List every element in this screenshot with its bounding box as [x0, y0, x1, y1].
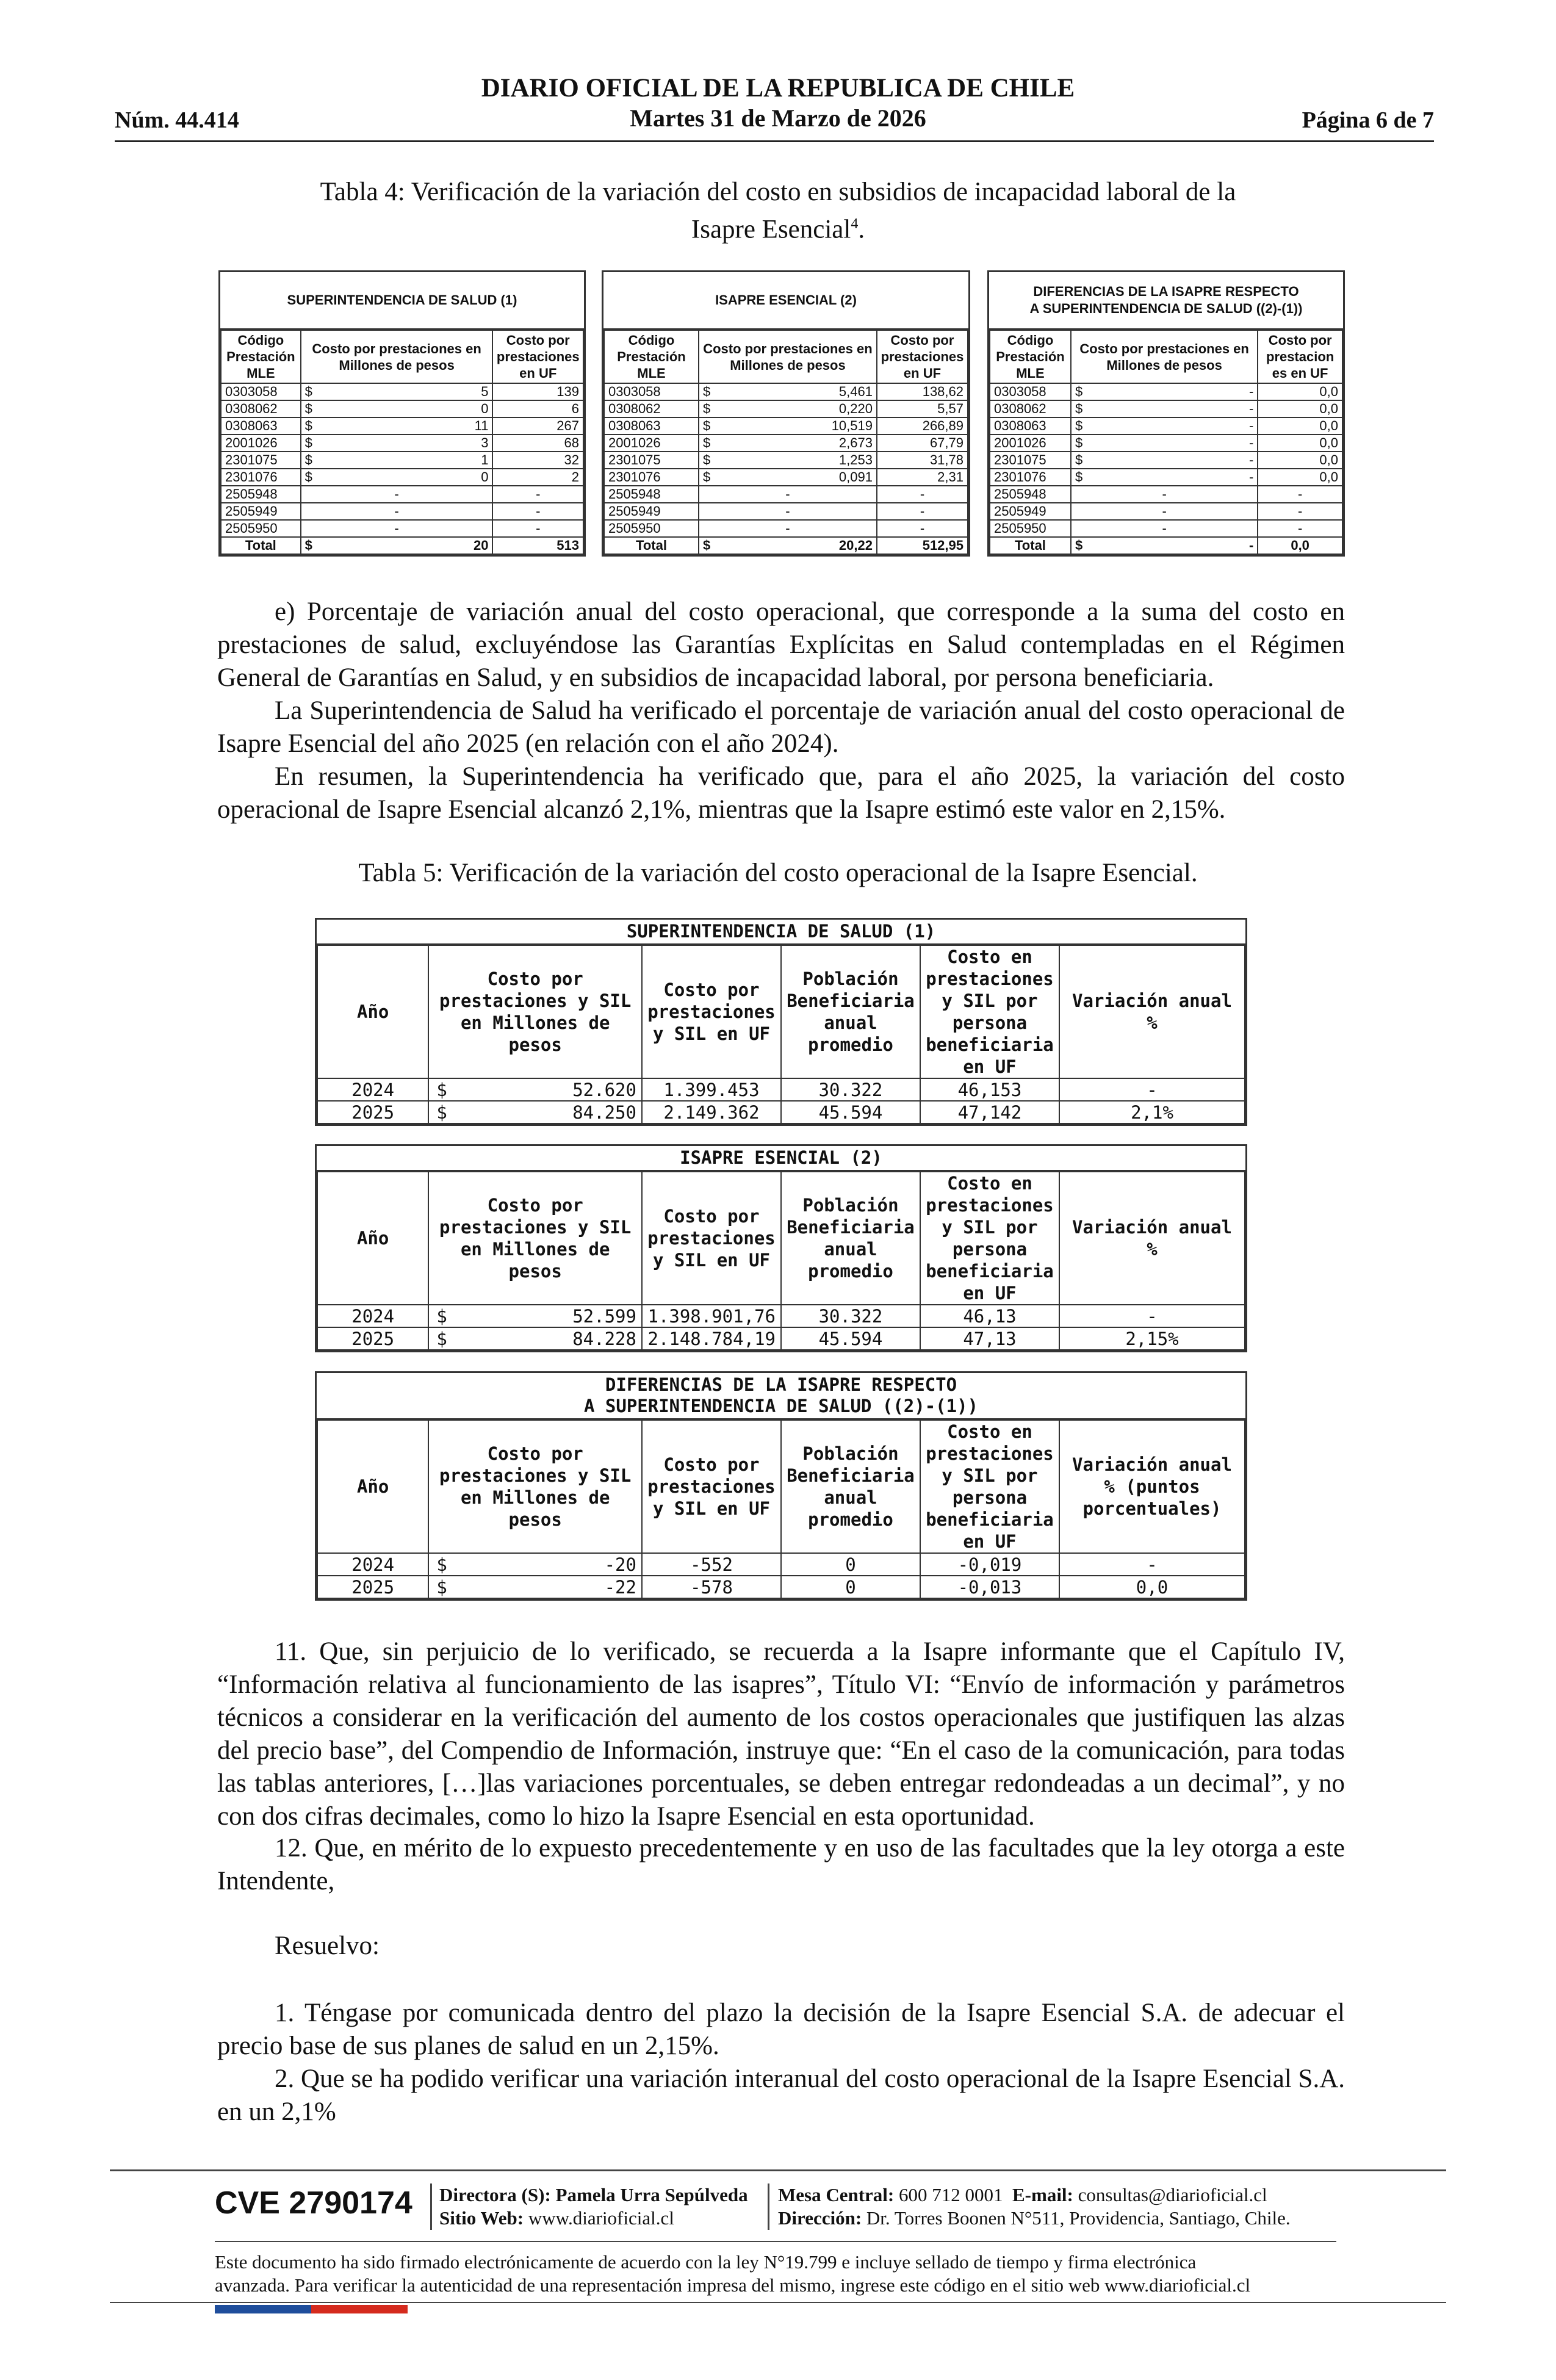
cell-value: 1 [481, 452, 489, 467]
millones-cell: - [301, 503, 493, 520]
millones-cell [699, 435, 877, 452]
code-cell: 0303058 [604, 383, 699, 400]
col-header-costo-persona: Costo en prestaciones y SIL por persona beneficiaria en UF [920, 1172, 1059, 1305]
millones-cell: - [1071, 486, 1258, 503]
cell-value: - [1248, 538, 1254, 553]
footer-editorial: Directora (S): Pamela Urra Sepúlveda Sitio Web: www.diarioficial.cl [430, 2183, 748, 2230]
year-cell: 2025 [317, 1101, 428, 1123]
cell-value: 11 [474, 418, 489, 433]
code-cell: 2301075 [221, 452, 301, 469]
currency-symbol: $ [1075, 401, 1083, 416]
cell-value: 1,253 [838, 452, 873, 467]
variacion-cell: - [1059, 1553, 1245, 1576]
costo-millones-cell [428, 1553, 642, 1576]
costo-millones-cell [428, 1078, 642, 1101]
table-row [990, 417, 1342, 435]
table5-diferencias [315, 1371, 1247, 1601]
table-row [221, 520, 583, 537]
code-cell: 2301076 [221, 469, 301, 486]
table-row [990, 435, 1342, 452]
currency-symbol: $ [1075, 452, 1083, 467]
millones-cell: - [1071, 520, 1258, 537]
table5-caption: Tabla 5: Verificación de la variación del costo operacional de la Isapre Esencial. [358, 859, 1198, 887]
table-row [604, 469, 968, 486]
millones-cell [301, 469, 493, 486]
col-header-uf: Costo por prestaciones en UF [877, 330, 968, 383]
code-cell: 2301076 [604, 469, 699, 486]
variacion-cell: 2,1% [1059, 1101, 1245, 1123]
col-header-year: Año [317, 1420, 428, 1553]
table-row [221, 417, 583, 435]
cell-value: 5,461 [838, 384, 873, 399]
cell-value: 84.228 [572, 1328, 636, 1349]
code-cell: 2001026 [221, 435, 301, 452]
currency-symbol: $ [436, 1576, 447, 1598]
cell-value: 52.620 [572, 1079, 636, 1100]
table-row [604, 486, 968, 503]
footer-divider [110, 2169, 1446, 2171]
resuelvo-heading: Resuelvo: [275, 1931, 380, 1960]
col-header-millones: Costo por prestaciones en Millones de pesos [699, 330, 877, 383]
cell-value: - [1248, 452, 1254, 467]
year-cell: 2024 [317, 1078, 428, 1101]
uf-cell: - [1258, 486, 1342, 503]
cell-value: 0,091 [838, 469, 873, 485]
table4-sis-title: SUPERINTENDENCIA DE SALUD (1) [220, 272, 584, 330]
table-row [604, 452, 968, 469]
table4-diff-title: DIFERENCIAS DE LA ISAPRE RESPECTO A SUPERINTENDENCIA DE SALUD ((2)-(1)) [989, 272, 1343, 330]
uf-cell: - [877, 503, 968, 520]
total-row [604, 537, 968, 554]
email-link[interactable]: consultas@diarioficial.cl [1078, 2184, 1267, 2205]
col-header-codigo: Código Prestación MLE [221, 330, 301, 383]
uf-cell: 31,78 [877, 452, 968, 469]
uf-cell: - [877, 486, 968, 503]
currency-symbol: $ [436, 1102, 447, 1123]
col-header-costo-persona: Costo en prestaciones y SIL por persona beneficiaria en UF [920, 1420, 1059, 1553]
currency-symbol: $ [702, 435, 711, 450]
code-cell: 2505950 [604, 520, 699, 537]
costo-uf-cell: -578 [642, 1576, 781, 1598]
uf-cell: 2 [492, 469, 583, 486]
table-row [990, 486, 1342, 503]
footer-contact: Mesa Central: 600 712 0001 E-mail: consultas@diarioficial.cl Dirección: Dr. Torres Boonen N°511, Providencia, Santiago, Chile. [768, 2183, 1291, 2230]
table-row [990, 400, 1342, 417]
signature-notice: Este documento ha sido firmado electrónicamente de acuerdo con la ley N°19.799 e incluye sellado de tiempo y firma electrónica avanzada. Para verificar la autenticidad de una representación impresa del mismo, ingrese este código en el sitio web www.diarioficial.cl [215, 2251, 1251, 2296]
table-row [221, 400, 583, 417]
poblacion-cell: 0 [781, 1553, 920, 1576]
paragraph-11: 11. Que, sin perjuicio de lo verificado, se recuerda a la Isapre informante que el Capítulo IV, “Información relativa al funcionamiento de las isapres”, Título VI: “Envío de información y parámetros técnicos a considerar en la verificación del aumento de los costos operacionales que justifiquen las alzas del precio base”, del Compendio de Información, instruye que: “En el caso de la comunicación, para todas las tablas anteriores, […]las variaciones porcentuales, se deben entregar redondeadas a un decimal”, y no con dos cifras decimales, como lo hizo la Isapre Esencial en esta oportunidad. [217, 1637, 1345, 1831]
code-cell: 0308063 [221, 417, 301, 435]
year-cell: 2024 [317, 1305, 428, 1327]
cell-value: - [1248, 418, 1254, 433]
cell-value: - [1248, 401, 1254, 416]
cell-value: -22 [604, 1576, 636, 1598]
millones-cell [1071, 469, 1258, 486]
currency-symbol: $ [304, 401, 312, 416]
cell-value: - [1248, 435, 1254, 450]
total-row [221, 537, 583, 554]
table-row [604, 435, 968, 452]
cell-value: 5 [481, 384, 489, 399]
code-cell: 2505950 [990, 520, 1071, 537]
issue-date: Martes 31 de Marzo de 2026 [630, 104, 926, 132]
uf-cell: - [492, 486, 583, 503]
currency-symbol: $ [436, 1554, 447, 1575]
code-cell: 2001026 [604, 435, 699, 452]
table-row [221, 469, 583, 486]
uf-cell: 267 [492, 417, 583, 435]
newspaper-title: DIARIO OFICIAL DE LA REPUBLICA DE CHILE [481, 74, 1075, 103]
uf-cell: 6 [492, 400, 583, 417]
millones-cell [301, 452, 493, 469]
currency-symbol: $ [304, 538, 312, 553]
col-header-millones: Costo por prestaciones en Millones de pesos [301, 330, 493, 383]
costo-persona-cell: 46,13 [920, 1305, 1059, 1327]
code-cell: 0308063 [604, 417, 699, 435]
variacion-cell: - [1059, 1305, 1245, 1327]
uf-cell: - [1258, 503, 1342, 520]
cell-value: - [1248, 469, 1254, 485]
col-header-poblacion: Población Beneficiaria anual promedio [781, 1172, 920, 1305]
millones-cell: - [301, 486, 493, 503]
table-row [990, 520, 1342, 537]
currency-symbol: $ [436, 1079, 447, 1100]
cell-value: 20 [474, 538, 489, 553]
col-header-costo-millones: Costo por prestaciones y SIL en Millones de pesos [428, 1420, 642, 1553]
millones-cell [1071, 383, 1258, 400]
table-row [604, 383, 968, 400]
currency-symbol: $ [702, 538, 711, 553]
col-header-poblacion: Población Beneficiaria anual promedio [781, 1420, 920, 1553]
costo-persona-cell: -0,013 [920, 1576, 1059, 1598]
uf-cell: 67,79 [877, 435, 968, 452]
total-row [990, 537, 1342, 554]
flag-red-segment [311, 2305, 408, 2313]
footer-inner-divider [215, 2241, 1336, 2242]
total-millones-cell [1071, 537, 1258, 554]
currency-symbol: $ [702, 418, 711, 433]
col-header-variacion-pp: Variación anual % (puntos porcentuales) [1059, 1420, 1245, 1553]
flag-blue-segment [215, 2305, 311, 2313]
millones-cell [699, 400, 877, 417]
col-header-uf: Costo por prestaciones en UF [492, 330, 583, 383]
currency-symbol: $ [1075, 469, 1083, 485]
millones-cell [301, 400, 493, 417]
flag-stripe [215, 2305, 408, 2313]
uf-cell: 0,0 [1258, 469, 1342, 486]
currency-symbol: $ [436, 1328, 447, 1349]
col-header-year: Año [317, 1172, 428, 1305]
millones-cell [1071, 417, 1258, 435]
poblacion-cell: 30.322 [781, 1078, 920, 1101]
uf-cell: 0,0 [1258, 417, 1342, 435]
uf-cell: - [492, 520, 583, 537]
col-header-costo-uf: Costo por prestaciones y SIL en UF [642, 1172, 781, 1305]
cell-value: - [1248, 384, 1254, 399]
millones-cell: - [699, 486, 877, 503]
code-cell: 0308062 [604, 400, 699, 417]
code-cell: 2505950 [221, 520, 301, 537]
total-uf-cell: 513 [492, 537, 583, 554]
uf-cell: 266,89 [877, 417, 968, 435]
table-row [604, 400, 968, 417]
uf-cell: 0,0 [1258, 383, 1342, 400]
costo-millones-cell [428, 1101, 642, 1123]
millones-cell [699, 383, 877, 400]
resolution-2: 2. Que se ha podido verificar una variación interanual del costo operacional de la Isapre Esencial S.A. en un 2,1% [217, 2064, 1345, 2126]
poblacion-cell: 45.594 [781, 1327, 920, 1350]
costo-persona-cell: 47,142 [920, 1101, 1059, 1123]
total-millones-cell [301, 537, 493, 554]
paragraph-e: e) Porcentaje de variación anual del costo operacional, que corresponde a la suma del costo en prestaciones de salud, excluyéndose las Garantías Explícitas en Salud contempladas en el Régimen General de Garantías en Salud, y en subsidios de incapacidad laboral, por persona beneficiaria. [217, 597, 1345, 692]
table-row [317, 1576, 1245, 1598]
code-cell: 2505948 [990, 486, 1071, 503]
table5-diff-title: DIFERENCIAS DE LA ISAPRE RESPECTO A SUPERINTENDENCIA DE SALUD ((2)-(1)) [317, 1373, 1245, 1419]
code-cell: 2505948 [604, 486, 699, 503]
table4-isapre [602, 270, 970, 557]
uf-cell: 0,0 [1258, 400, 1342, 417]
table-row [990, 469, 1342, 486]
uf-cell: 5,57 [877, 400, 968, 417]
col-header-costo-uf: Costo por prestaciones y SIL en UF [642, 1420, 781, 1553]
millones-cell [1071, 400, 1258, 417]
code-cell: 2505949 [604, 503, 699, 520]
col-header-year: Año [317, 945, 428, 1078]
currency-symbol: $ [304, 418, 312, 433]
total-millones-cell [699, 537, 877, 554]
website-link[interactable]: www.diarioficial.cl [528, 2207, 674, 2229]
table5-sis-title: SUPERINTENDENCIA DE SALUD (1) [317, 920, 1245, 945]
costo-uf-cell: 1.399.453 [642, 1078, 781, 1101]
table-row [221, 486, 583, 503]
currency-symbol: $ [304, 469, 312, 485]
cell-value: 20,22 [838, 538, 873, 553]
header-divider [115, 140, 1434, 142]
variacion-cell: - [1059, 1078, 1245, 1101]
uf-cell: 138,62 [877, 383, 968, 400]
millones-cell [301, 383, 493, 400]
paragraph-verificacion: La Superintendencia de Salud ha verificado el porcentaje de variación anual del costo operacional de Isapre Esencial del año 2025 (en relación con el año 2024). [217, 696, 1345, 758]
table-row [221, 452, 583, 469]
currency-symbol: $ [1075, 538, 1083, 553]
costo-millones-cell [428, 1327, 642, 1350]
code-cell: 0303058 [221, 383, 301, 400]
page-indicator: Página 6 de 7 [1302, 107, 1434, 133]
currency-symbol: $ [1075, 435, 1083, 450]
table-row [317, 1078, 1245, 1101]
total-label: Total [604, 537, 699, 554]
code-cell: 0308063 [990, 417, 1071, 435]
paragraph-resumen: En resumen, la Superintendencia ha verificado que, para el año 2025, la variación del costo operacional de Isapre Esencial alcanzó 2,1%, mientras que la Isapre estimó este valor en 2,15%. [217, 762, 1345, 824]
table-row [990, 452, 1342, 469]
millones-cell: - [301, 520, 493, 537]
millones-cell [1071, 435, 1258, 452]
table-row [317, 1305, 1245, 1327]
costo-uf-cell: 1.398.901,76 [642, 1305, 781, 1327]
paragraph-12: 12. Que, en mérito de lo expuesto precedentemente y en uso de las facultades que la ley otorga a este Intendente, [217, 1834, 1345, 1895]
millones-cell: - [699, 520, 877, 537]
col-header-codigo: Código Prestación MLE [990, 330, 1071, 383]
uf-cell: 0,0 [1258, 452, 1342, 469]
costo-millones-cell [428, 1305, 642, 1327]
table-row [317, 1101, 1245, 1123]
cell-value: 52.599 [572, 1305, 636, 1327]
millones-cell [301, 435, 493, 452]
cell-value: 0,220 [838, 401, 873, 416]
uf-cell: 0,0 [1258, 435, 1342, 452]
table5-isapre [315, 1144, 1247, 1352]
col-header-poblacion: Población Beneficiaria anual promedio [781, 945, 920, 1078]
costo-uf-cell: -552 [642, 1553, 781, 1576]
uf-cell: 68 [492, 435, 583, 452]
table-row [221, 383, 583, 400]
currency-symbol: $ [702, 384, 711, 399]
table5-superintendencia [315, 918, 1247, 1126]
costo-uf-cell: 2.148.784,19 [642, 1327, 781, 1350]
table4-superintendencia [218, 270, 586, 557]
code-cell: 0303058 [990, 383, 1071, 400]
currency-symbol: $ [702, 469, 711, 485]
currency-symbol: $ [436, 1305, 447, 1327]
millones-cell [699, 452, 877, 469]
currency-symbol: $ [1075, 384, 1083, 399]
poblacion-cell: 45.594 [781, 1101, 920, 1123]
code-cell: 2001026 [990, 435, 1071, 452]
total-label: Total [221, 537, 301, 554]
cell-value: 0 [481, 401, 489, 416]
col-header-variacion: Variación anual % [1059, 945, 1245, 1078]
table-row [604, 417, 968, 435]
col-header-costo-millones: Costo por prestaciones y SIL en Millones de pesos [428, 945, 642, 1078]
resolution-1: 1. Téngase por comunicada dentro del plazo la decisión de la Isapre Esencial S.A. de adecuar el precio base de sus planes de salud en un 2,15%. [217, 1999, 1345, 2060]
code-cell: 0308062 [221, 400, 301, 417]
variacion-cell: 0,0 [1059, 1576, 1245, 1598]
costo-persona-cell: 46,153 [920, 1078, 1059, 1101]
uf-cell: - [877, 520, 968, 537]
currency-symbol: $ [304, 435, 312, 450]
table-row [317, 1553, 1245, 1576]
poblacion-cell: 0 [781, 1576, 920, 1598]
table-row [317, 1327, 1245, 1350]
table4-diferencias [987, 270, 1345, 557]
total-uf-cell: 512,95 [877, 537, 968, 554]
table-row [221, 503, 583, 520]
table-row [990, 383, 1342, 400]
cell-value: 0 [481, 469, 489, 485]
total-uf-cell: 0,0 [1258, 537, 1342, 554]
table4-caption [0, 176, 1556, 245]
millones-cell [301, 417, 493, 435]
uf-cell: 32 [492, 452, 583, 469]
col-header-costo-uf: Costo por prestaciones y SIL en UF [642, 945, 781, 1078]
cell-value: 2,673 [838, 435, 873, 450]
footer-bottom-divider [110, 2302, 1446, 2303]
code-cell: 2505949 [221, 503, 301, 520]
millones-cell [699, 417, 877, 435]
code-cell: 2301075 [604, 452, 699, 469]
col-header-costo-persona: Costo en prestaciones y SIL por persona beneficiaria en UF [920, 945, 1059, 1078]
issue-number: Núm. 44.414 [115, 107, 239, 133]
col-header-millones: Costo por prestaciones en Millones de pesos [1071, 330, 1258, 383]
table4-isapre-title: ISAPRE ESENCIAL (2) [603, 272, 968, 330]
col-header-codigo: Código Prestación MLE [604, 330, 699, 383]
code-cell: 2301076 [990, 469, 1071, 486]
code-cell: 2505949 [990, 503, 1071, 520]
costo-millones-cell [428, 1576, 642, 1598]
uf-cell: - [492, 503, 583, 520]
costo-uf-cell: 2.149.362 [642, 1101, 781, 1123]
uf-cell: - [1258, 520, 1342, 537]
col-header-uf: Costo por prestacion es en UF [1258, 330, 1342, 383]
millones-cell [1071, 452, 1258, 469]
col-header-variacion: Variación anual % [1059, 1172, 1245, 1305]
currency-symbol: $ [304, 452, 312, 467]
currency-symbol: $ [702, 401, 711, 416]
table-row [221, 435, 583, 452]
table-row [990, 503, 1342, 520]
table5-isapre-title: ISAPRE ESENCIAL (2) [317, 1146, 1245, 1171]
year-cell: 2025 [317, 1576, 428, 1598]
year-cell: 2025 [317, 1327, 428, 1350]
cell-value: 10,519 [831, 418, 873, 433]
poblacion-cell: 30.322 [781, 1305, 920, 1327]
variacion-cell: 2,15% [1059, 1327, 1245, 1350]
currency-symbol: $ [304, 384, 312, 399]
cell-value: 84.250 [572, 1102, 636, 1123]
cell-value: -20 [604, 1554, 636, 1575]
millones-cell [699, 469, 877, 486]
table-row [604, 520, 968, 537]
uf-cell: 2,31 [877, 469, 968, 486]
millones-cell: - [1071, 503, 1258, 520]
table4-caption-line2: Isapre Esencial$^4$. [691, 215, 865, 244]
millones-cell: - [699, 503, 877, 520]
col-header-costo-millones: Costo por prestaciones y SIL en Millones de pesos [428, 1172, 642, 1305]
costo-persona-cell: -0,019 [920, 1553, 1059, 1576]
table-row [604, 503, 968, 520]
uf-cell: 139 [492, 383, 583, 400]
total-label: Total [990, 537, 1071, 554]
footnote-ref: 4 [851, 216, 859, 232]
cell-value: 3 [481, 435, 489, 450]
currency-symbol: $ [1075, 418, 1083, 433]
code-cell: 2505948 [221, 486, 301, 503]
costo-persona-cell: 47,13 [920, 1327, 1059, 1350]
year-cell: 2024 [317, 1553, 428, 1576]
code-cell: 0308062 [990, 400, 1071, 417]
table4-caption-line1: Tabla 4: Verificación de la variación del costo en subsidios de incapacidad laboral de la [320, 178, 1236, 206]
currency-symbol: $ [702, 452, 711, 467]
cve-code: CVE 2790174 [215, 2185, 412, 2221]
code-cell: 2301075 [990, 452, 1071, 469]
